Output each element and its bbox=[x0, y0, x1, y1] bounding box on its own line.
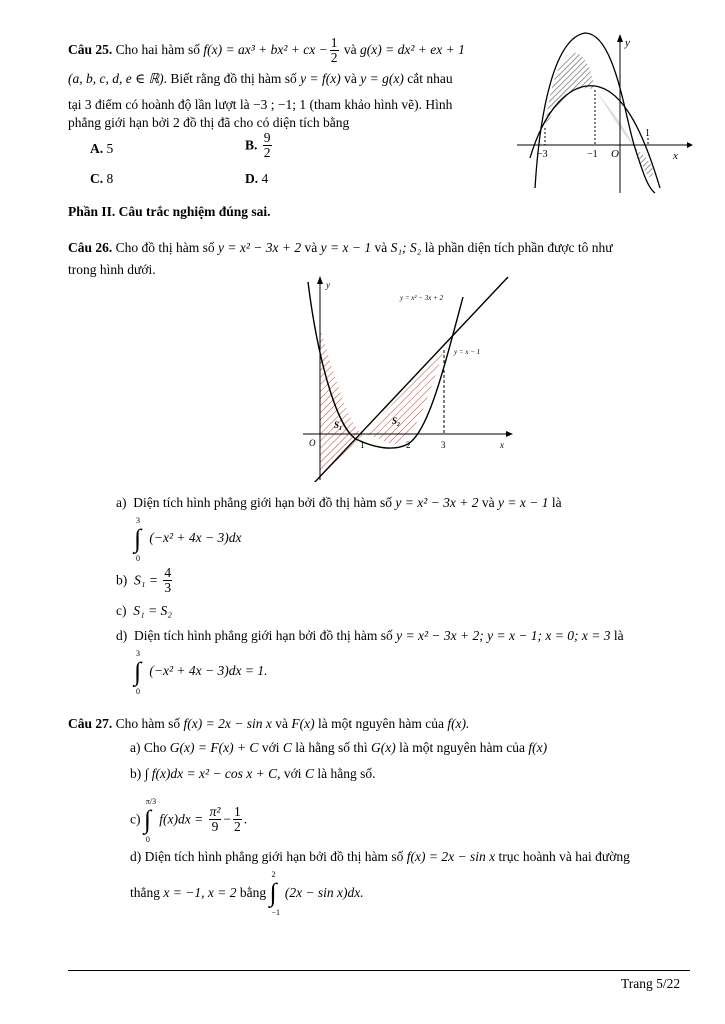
q27-a-mid: với bbox=[261, 740, 280, 755]
option-value: 5 bbox=[106, 141, 114, 156]
q26-tick-2: 2 bbox=[406, 440, 411, 450]
q27-d-eq: bằng bbox=[239, 885, 267, 900]
q26-and: và bbox=[304, 240, 318, 255]
q27-a-mid2: là hằng số thì bbox=[295, 740, 368, 755]
q26-b-lhs: S₁ = bbox=[134, 572, 158, 588]
q27-line1 bbox=[68, 716, 469, 732]
q27-a-expr: G(x) = F(x) + C bbox=[169, 740, 259, 755]
q26-x-label: x bbox=[500, 440, 504, 450]
q27-c-integrand: f(x)dx = bbox=[159, 811, 204, 827]
integral-sign: ∫ 2 −1 bbox=[269, 870, 280, 917]
q25-origin: O bbox=[611, 148, 619, 160]
q27-a-g: G(x) bbox=[370, 740, 396, 755]
q26-d-conds: y = x² − 3x + 2; y = x − 1; x = 0; x = 3 bbox=[396, 628, 611, 643]
q27-a-f: f(x) bbox=[528, 740, 548, 755]
q26-tick-3: 3 bbox=[441, 440, 446, 450]
q25-params: (a, b, c, d, e ∈ ℝ) bbox=[68, 71, 164, 86]
q26-a-f2: y = x − 1 bbox=[497, 495, 549, 510]
q26-figure bbox=[298, 272, 518, 482]
item-label: b) bbox=[130, 766, 142, 781]
item-label: c) bbox=[116, 603, 127, 618]
q25-option-d[interactable] bbox=[245, 171, 268, 187]
q25-f-def: f(x) = ax³ + bx² + cx − bbox=[203, 41, 328, 57]
option-letter: C. bbox=[90, 171, 104, 186]
option-letter: D. bbox=[245, 171, 259, 186]
q27-c[interactable] bbox=[130, 796, 248, 844]
q25-label: Câu 25. bbox=[68, 41, 113, 57]
q25-tick-m3: −3 bbox=[537, 149, 548, 160]
q25-x-label: x bbox=[673, 150, 678, 162]
q27-a-c: C bbox=[282, 740, 292, 755]
q25-line2-and: và bbox=[344, 71, 357, 86]
page-number: Trang 5/22 bbox=[621, 976, 681, 991]
q25-line2 bbox=[68, 71, 453, 87]
q25-line2-end: cắt nhau bbox=[407, 71, 453, 86]
q27-c-frac2: $\frac{1}{2}$ bbox=[234, 804, 241, 835]
q27-d-line2 bbox=[130, 870, 364, 917]
q26-origin: O bbox=[309, 438, 316, 448]
q26-c-text: S₁ = S₂ bbox=[133, 603, 172, 618]
q27-b-c: C bbox=[304, 766, 314, 781]
q27-c-frac1: $\frac{\text{π²}}{9}$ bbox=[209, 804, 221, 835]
q25-figure bbox=[515, 28, 695, 198]
q26-x-arrow bbox=[506, 431, 513, 437]
q26-s2-label: S₂ bbox=[392, 416, 401, 426]
q25-option-a[interactable] bbox=[90, 141, 113, 157]
integral-sign: ∫ π/3 0 bbox=[143, 796, 157, 844]
q25-line2-text: . Biết rằng đồ thị hàm số bbox=[163, 71, 297, 86]
q27-a-tail: là một nguyên hàm của bbox=[399, 740, 526, 755]
q26-a-text: Diện tích hình phẳng giới hạn bởi đồ thị hàm số bbox=[133, 495, 392, 510]
q25-option-b[interactable] bbox=[245, 131, 274, 160]
q26-region-s1 bbox=[320, 326, 364, 478]
q27-b-tail: , với bbox=[277, 766, 302, 781]
option-letter: B. bbox=[245, 137, 258, 153]
q26-y-arrow bbox=[317, 276, 323, 284]
q27-f-def: f(x) = 2x − sin x bbox=[183, 716, 272, 731]
q26-b[interactable] bbox=[116, 566, 174, 595]
q26-d[interactable] bbox=[116, 628, 624, 644]
q27-c-end: . bbox=[243, 811, 248, 827]
option-letter: A. bbox=[90, 141, 104, 156]
q26-line2: trong hình dưới. bbox=[68, 262, 156, 277]
q26-f1: y = x² − 3x + 2 bbox=[218, 240, 302, 255]
q26-d-integral bbox=[134, 649, 268, 696]
q27-d-integrand: (2x − sin x)dx. bbox=[284, 885, 364, 900]
q25-y-label: y bbox=[625, 37, 630, 49]
q27-d-lines: x = −1, x = 2 bbox=[163, 885, 237, 900]
q27-d[interactable] bbox=[130, 849, 630, 865]
item-label: c) bbox=[130, 811, 141, 827]
q27-intro: Cho hàm số bbox=[115, 716, 181, 731]
q26-a-f1: y = x² − 3x + 2 bbox=[395, 495, 479, 510]
q27-b[interactable] bbox=[130, 766, 375, 782]
q27-d-line2-text: thẳng bbox=[130, 885, 160, 900]
q27-tail: là một nguyên hàm của bbox=[317, 716, 444, 731]
option-value: 8 bbox=[106, 171, 114, 186]
q26-tail: là phần diện tích phần được tô như bbox=[424, 240, 613, 255]
q27-c-minus: − bbox=[223, 811, 232, 827]
q25-line3: tại 3 điểm có hoành độ lần lượt là −3 ; −1; 1 (tham khảo hình vẽ). Hình bbox=[68, 97, 453, 112]
item-label: d) bbox=[116, 628, 128, 643]
q26-a-integral bbox=[134, 516, 242, 563]
q26-and2: và bbox=[374, 240, 388, 255]
q25-and: và bbox=[343, 41, 357, 57]
q26-d-is: là bbox=[613, 628, 624, 643]
q27-b-tail2: là hằng số. bbox=[317, 766, 376, 781]
q27-a-label: a) Cho bbox=[130, 740, 167, 755]
q25-x-arrow bbox=[687, 142, 693, 148]
q27-F: F(x) bbox=[291, 716, 315, 731]
q26-label: Câu 26. bbox=[68, 240, 113, 255]
q25-line4: phẳng giới hạn bởi 2 đồ thị đã cho có diện tích bằng bbox=[68, 115, 350, 130]
q25-tick-m1: −1 bbox=[587, 149, 598, 160]
q27-f: f(x). bbox=[447, 716, 470, 731]
q26-b-frac: $\frac{4}{3}$ bbox=[164, 565, 172, 596]
q26-d-integrand: (−x² + 4x − 3)dx = 1. bbox=[149, 663, 268, 679]
q26-a-integrand: (−x² + 4x − 3)dx bbox=[149, 530, 242, 546]
q26-region-s2 bbox=[364, 350, 444, 444]
q26-y-label: y bbox=[326, 280, 330, 290]
section-2-title: Phần II. Câu trắc nghiệm đúng sai. bbox=[68, 204, 271, 219]
q25-y-arrow bbox=[617, 34, 623, 42]
option-value: 4 bbox=[261, 171, 269, 186]
q26-s1-label: S₁ bbox=[334, 420, 343, 430]
item-label: a) bbox=[116, 495, 127, 510]
q26-a-and: và bbox=[481, 495, 495, 510]
q27-d-f: f(x) = 2x − sin x bbox=[406, 849, 496, 864]
item-label: b) bbox=[116, 572, 128, 588]
q26-a-is: là bbox=[551, 495, 562, 510]
option-frac: $\frac{9}{2}$ bbox=[263, 130, 271, 161]
q25-tick-1: 1 bbox=[645, 128, 650, 139]
q25-region-mid bbox=[595, 90, 635, 148]
q27-b-expr: ∫ f(x)dx = x² − cos x + C bbox=[144, 766, 278, 781]
q27-d-label: d) Diện tích hình phẳng giới hạn bởi đồ thị hàm số bbox=[130, 849, 404, 864]
q26-regions: S₁; S₂ bbox=[390, 240, 422, 255]
integral-sign: ∫ 3 0 bbox=[134, 649, 142, 696]
q27-a[interactable] bbox=[130, 740, 547, 756]
q26-tick-1: 1 bbox=[360, 440, 365, 450]
q25-option-c[interactable] bbox=[90, 171, 113, 187]
q27-d-tail: trục hoành và hai đường bbox=[498, 849, 630, 864]
footer-rule bbox=[68, 970, 690, 971]
q25-g-def: g(x) = dx² + ex + 1 bbox=[360, 41, 465, 57]
q26-line1 bbox=[68, 240, 613, 256]
q25-region-left bbox=[545, 53, 595, 128]
q26-intro: Cho đồ thị hàm số bbox=[115, 240, 215, 255]
q26-a[interactable] bbox=[116, 495, 562, 511]
integral-sign: ∫ 3 0 bbox=[134, 516, 142, 563]
q26-f2: y = x − 1 bbox=[320, 240, 372, 255]
q25-intro: Cho hai hàm số bbox=[115, 41, 201, 57]
q26-d-text: Diện tích hình phẳng giới hạn bởi đồ thị hàm số bbox=[134, 628, 393, 643]
q25-y1: y = f(x) bbox=[300, 71, 341, 86]
q27-label: Câu 27. bbox=[68, 716, 113, 731]
q27-and: và bbox=[275, 716, 288, 731]
q25-line1 bbox=[68, 36, 465, 65]
q26-line-label: y = x − 1 bbox=[454, 348, 481, 356]
q25-f-frac: $\frac{1}{2}$ bbox=[330, 35, 338, 66]
q26-c[interactable] bbox=[116, 603, 172, 619]
q25-y2: y = g(x) bbox=[360, 71, 404, 86]
q26-curve-label: y = x² − 3x + 2 bbox=[400, 294, 444, 302]
